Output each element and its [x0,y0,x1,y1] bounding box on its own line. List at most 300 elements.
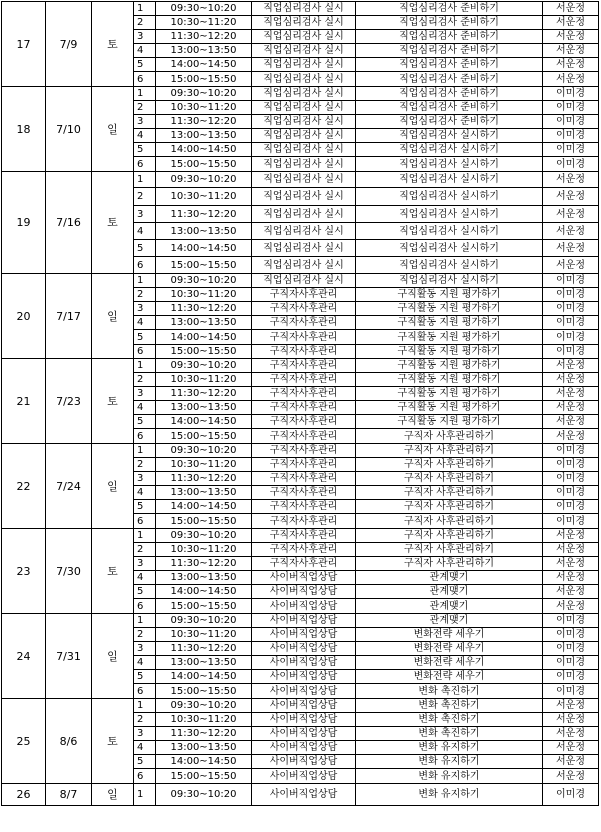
date-cell: 7/24 [46,444,92,529]
program-name: 구직자사후관리 [252,500,356,514]
time-slot: 14:00~14:50 [156,240,252,257]
time-slot: 15:00~15:50 [156,684,252,699]
program-name: 구직자사후관리 [252,444,356,458]
session-number: 4 [134,486,156,500]
time-slot: 09:30~10:20 [156,784,252,806]
session-number: 2 [134,458,156,472]
session-number: 1 [134,444,156,458]
activity-name: 관계맺기 [356,585,543,599]
time-slot: 13:00~13:50 [156,741,252,755]
time-slot: 09:30~10:20 [156,172,252,188]
staff-name: 이미경 [543,316,599,330]
time-slot: 13:00~13:50 [156,401,252,415]
staff-name: 이미경 [543,345,599,359]
session-row [2,529,599,543]
activity-name: 구직활동 지원 평가하기 [356,330,543,345]
staff-name: 이미경 [543,500,599,514]
activity-name: 구직활동 지원 평가하기 [356,345,543,359]
staff-name: 서운정 [543,543,599,557]
time-slot: 11:30~12:20 [156,642,252,656]
program-name: 직업심리검사 실시 [252,30,356,44]
session-number: 5 [134,415,156,429]
session-row [2,87,599,101]
activity-name: 구직자 사후관리하기 [356,444,543,458]
activity-name: 직업심리검사 준비하기 [356,2,543,16]
program-name: 구직자사후관리 [252,345,356,359]
date-cell: 7/23 [46,359,92,444]
session-number: 1 [134,87,156,101]
activity-name: 구직활동 지원 평가하기 [356,387,543,401]
time-slot: 11:30~12:20 [156,206,252,223]
time-slot: 15:00~15:50 [156,599,252,614]
time-slot: 15:00~15:50 [156,72,252,87]
time-slot: 11:30~12:20 [156,472,252,486]
program-name: 사이버직업상담 [252,755,356,769]
activity-name: 변화 유지하기 [356,755,543,769]
staff-name: 서운정 [543,529,599,543]
time-slot: 14:00~14:50 [156,143,252,157]
staff-name: 서운정 [543,72,599,87]
activity-name: 구직자 사후관리하기 [356,472,543,486]
program-name: 구직자사후관리 [252,302,356,316]
staff-name: 서운정 [543,206,599,223]
activity-name: 변화 촉진하기 [356,684,543,699]
activity-name: 직업심리검사 준비하기 [356,115,543,129]
program-name: 구직자사후관리 [252,359,356,373]
program-name: 구직자사후관리 [252,373,356,387]
program-name: 직업심리검사 실시 [252,87,356,101]
session-number: 4 [134,129,156,143]
staff-name: 서운정 [543,2,599,16]
week-number: 19 [2,172,46,274]
program-name: 사이버직업상담 [252,670,356,684]
activity-name: 직업심리검사 실시하기 [356,240,543,257]
program-name: 직업심리검사 실시 [252,223,356,240]
time-slot: 14:00~14:50 [156,670,252,684]
staff-name: 이미경 [543,514,599,529]
staff-name: 이미경 [543,288,599,302]
schedule-table [1,1,599,806]
staff-name: 서운정 [543,571,599,585]
program-name: 직업심리검사 실시 [252,115,356,129]
staff-name: 이미경 [543,614,599,628]
week-number: 18 [2,87,46,172]
weekday-cell: 토 [92,359,134,444]
program-name: 사이버직업상담 [252,769,356,784]
staff-name: 서운정 [543,741,599,755]
time-slot: 10:30~11:20 [156,713,252,727]
time-slot: 09:30~10:20 [156,529,252,543]
activity-name: 관계맺기 [356,614,543,628]
session-number: 1 [134,529,156,543]
time-slot: 13:00~13:50 [156,571,252,585]
time-slot: 10:30~11:20 [156,628,252,642]
date-cell: 7/16 [46,172,92,274]
program-name: 사이버직업상담 [252,699,356,713]
staff-name: 서운정 [543,699,599,713]
activity-name: 직업심리검사 실시하기 [356,172,543,188]
activity-name: 변화 촉진하기 [356,727,543,741]
staff-name: 서운정 [543,16,599,30]
program-name: 사이버직업상담 [252,571,356,585]
activity-name: 변화 유지하기 [356,784,543,806]
date-cell: 8/6 [46,699,92,784]
session-number: 6 [134,684,156,699]
session-row [2,444,599,458]
time-slot: 09:30~10:20 [156,699,252,713]
time-slot: 09:30~10:20 [156,274,252,288]
program-name: 사이버직업상담 [252,614,356,628]
staff-name: 이미경 [543,642,599,656]
session-number: 6 [134,257,156,274]
session-number: 1 [134,359,156,373]
staff-name: 서운정 [543,359,599,373]
program-name: 구직자사후관리 [252,458,356,472]
time-slot: 14:00~14:50 [156,415,252,429]
program-name: 직업심리검사 실시 [252,129,356,143]
session-number: 3 [134,472,156,486]
session-number: 5 [134,143,156,157]
activity-name: 변화 유지하기 [356,741,543,755]
activity-name: 구직자 사후관리하기 [356,429,543,444]
session-number: 4 [134,44,156,58]
program-name: 구직자사후관리 [252,288,356,302]
time-slot: 15:00~15:50 [156,345,252,359]
time-slot: 13:00~13:50 [156,223,252,240]
staff-name: 서운정 [543,755,599,769]
staff-name: 이미경 [543,330,599,345]
activity-name: 구직활동 지원 평가하기 [356,359,543,373]
activity-name: 직업심리검사 준비하기 [356,72,543,87]
time-slot: 10:30~11:20 [156,373,252,387]
weekday-cell: 토 [92,529,134,614]
staff-name: 이미경 [543,87,599,101]
activity-name: 변화 촉진하기 [356,699,543,713]
weekday-cell: 일 [92,614,134,699]
staff-name: 서운정 [543,599,599,614]
activity-name: 변화전략 세우기 [356,628,543,642]
program-name: 구직자사후관리 [252,330,356,345]
activity-name: 구직활동 지원 평가하기 [356,415,543,429]
staff-name: 서운정 [543,713,599,727]
session-number: 4 [134,741,156,755]
staff-name: 이미경 [543,274,599,288]
staff-name: 이미경 [543,656,599,670]
session-number: 1 [134,172,156,188]
time-slot: 14:00~14:50 [156,330,252,345]
session-number: 5 [134,58,156,72]
session-number: 6 [134,429,156,444]
weekday-cell: 일 [92,87,134,172]
staff-name: 서운정 [543,769,599,784]
staff-name: 서운정 [543,415,599,429]
activity-name: 직업심리검사 준비하기 [356,58,543,72]
program-name: 직업심리검사 실시 [252,240,356,257]
session-row [2,2,599,16]
program-name: 구직자사후관리 [252,486,356,500]
schedule-body [2,2,599,806]
session-number: 5 [134,585,156,599]
activity-name: 구직활동 지원 평가하기 [356,373,543,387]
activity-name: 관계맺기 [356,571,543,585]
activity-name: 직업심리검사 실시하기 [356,274,543,288]
program-name: 직업심리검사 실시 [252,274,356,288]
session-row [2,699,599,713]
session-number: 3 [134,30,156,44]
activity-name: 직업심리검사 준비하기 [356,101,543,115]
week-number: 26 [2,784,46,806]
time-slot: 09:30~10:20 [156,87,252,101]
program-name: 사이버직업상담 [252,713,356,727]
program-name: 사이버직업상담 [252,599,356,614]
activity-name: 직업심리검사 실시하기 [356,143,543,157]
program-name: 사이버직업상담 [252,727,356,741]
program-name: 사이버직업상담 [252,656,356,670]
activity-name: 직업심리검사 준비하기 [356,87,543,101]
time-slot: 15:00~15:50 [156,429,252,444]
program-name: 사이버직업상담 [252,628,356,642]
time-slot: 10:30~11:20 [156,288,252,302]
program-name: 직업심리검사 실시 [252,157,356,172]
program-name: 직업심리검사 실시 [252,58,356,72]
date-cell: 7/10 [46,87,92,172]
activity-name: 직업심리검사 실시하기 [356,257,543,274]
week-number: 23 [2,529,46,614]
program-name: 직업심리검사 실시 [252,2,356,16]
session-number: 6 [134,72,156,87]
time-slot: 10:30~11:20 [156,188,252,206]
time-slot: 15:00~15:50 [156,257,252,274]
session-number: 3 [134,206,156,223]
week-number: 21 [2,359,46,444]
activity-name: 직업심리검사 준비하기 [356,30,543,44]
activity-name: 구직자 사후관리하기 [356,500,543,514]
activity-name: 구직자 사후관리하기 [356,529,543,543]
program-name: 직업심리검사 실시 [252,206,356,223]
time-slot: 10:30~11:20 [156,16,252,30]
program-name: 구직자사후관리 [252,401,356,415]
program-name: 직업심리검사 실시 [252,188,356,206]
session-number: 2 [134,713,156,727]
staff-name: 이미경 [543,472,599,486]
staff-name: 서운정 [543,727,599,741]
staff-name: 서운정 [543,223,599,240]
program-name: 직업심리검사 실시 [252,143,356,157]
session-number: 4 [134,571,156,585]
activity-name: 직업심리검사 준비하기 [356,44,543,58]
staff-name: 서운정 [543,257,599,274]
time-slot: 09:30~10:20 [156,614,252,628]
session-number: 6 [134,769,156,784]
staff-name: 이미경 [543,444,599,458]
activity-name: 직업심리검사 실시하기 [356,206,543,223]
staff-name: 이미경 [543,115,599,129]
program-name: 구직자사후관리 [252,514,356,529]
session-number: 1 [134,2,156,16]
program-name: 구직자사후관리 [252,543,356,557]
program-name: 구직자사후관리 [252,557,356,571]
staff-name: 서운정 [543,188,599,206]
staff-name: 이미경 [543,486,599,500]
staff-name: 이미경 [543,784,599,806]
date-cell: 7/31 [46,614,92,699]
activity-name: 변화전략 세우기 [356,670,543,684]
activity-name: 구직자 사후관리하기 [356,557,543,571]
session-number: 6 [134,345,156,359]
session-row [2,274,599,288]
session-number: 2 [134,543,156,557]
session-number: 5 [134,500,156,514]
program-name: 구직자사후관리 [252,415,356,429]
program-name: 직업심리검사 실시 [252,44,356,58]
staff-name: 서운정 [543,429,599,444]
session-number: 2 [134,16,156,30]
activity-name: 구직활동 지원 평가하기 [356,288,543,302]
session-row [2,784,599,806]
staff-name: 서운정 [543,585,599,599]
time-slot: 13:00~13:50 [156,316,252,330]
activity-name: 구직자 사후관리하기 [356,514,543,529]
time-slot: 15:00~15:50 [156,514,252,529]
week-number: 25 [2,699,46,784]
date-cell: 8/7 [46,784,92,806]
session-number: 3 [134,727,156,741]
session-number: 5 [134,670,156,684]
program-name: 구직자사후관리 [252,529,356,543]
session-number: 6 [134,599,156,614]
session-number: 1 [134,614,156,628]
activity-name: 직업심리검사 실시하기 [356,129,543,143]
time-slot: 11:30~12:20 [156,387,252,401]
activity-name: 구직자 사후관리하기 [356,458,543,472]
session-number: 4 [134,656,156,670]
session-number: 5 [134,240,156,257]
date-cell: 7/30 [46,529,92,614]
date-cell: 7/9 [46,2,92,87]
session-row [2,614,599,628]
staff-name: 이미경 [543,129,599,143]
weekday-cell: 일 [92,274,134,359]
time-slot: 11:30~12:20 [156,557,252,571]
program-name: 구직자사후관리 [252,387,356,401]
time-slot: 09:30~10:20 [156,2,252,16]
session-number: 2 [134,101,156,115]
week-number: 24 [2,614,46,699]
session-number: 2 [134,373,156,387]
weekday-cell: 일 [92,444,134,529]
date-cell: 7/17 [46,274,92,359]
week-number: 20 [2,274,46,359]
activity-name: 구직활동 지원 평가하기 [356,302,543,316]
session-number: 1 [134,784,156,806]
activity-name: 변화 촉진하기 [356,713,543,727]
time-slot: 11:30~12:20 [156,30,252,44]
time-slot: 09:30~10:20 [156,444,252,458]
activity-name: 변화전략 세우기 [356,656,543,670]
session-number: 4 [134,223,156,240]
staff-name: 이미경 [543,302,599,316]
time-slot: 10:30~11:20 [156,543,252,557]
time-slot: 14:00~14:50 [156,585,252,599]
activity-name: 구직자 사후관리하기 [356,486,543,500]
time-slot: 11:30~12:20 [156,727,252,741]
session-number: 2 [134,188,156,206]
program-name: 사이버직업상담 [252,784,356,806]
session-number: 6 [134,514,156,529]
time-slot: 10:30~11:20 [156,458,252,472]
session-number: 3 [134,642,156,656]
staff-name: 이미경 [543,628,599,642]
program-name: 직업심리검사 실시 [252,72,356,87]
staff-name: 이미경 [543,143,599,157]
staff-name: 서운정 [543,557,599,571]
activity-name: 구직자 사후관리하기 [356,543,543,557]
activity-name: 직업심리검사 준비하기 [356,16,543,30]
staff-name: 서운정 [543,30,599,44]
program-name: 사이버직업상담 [252,585,356,599]
time-slot: 13:00~13:50 [156,656,252,670]
session-number: 3 [134,557,156,571]
program-name: 사이버직업상담 [252,684,356,699]
time-slot: 11:30~12:20 [156,115,252,129]
staff-name: 서운정 [543,172,599,188]
staff-name: 서운정 [543,401,599,415]
session-number: 1 [134,274,156,288]
session-number: 6 [134,157,156,172]
time-slot: 14:00~14:50 [156,500,252,514]
session-row [2,172,599,188]
program-name: 직업심리검사 실시 [252,257,356,274]
session-number: 3 [134,387,156,401]
staff-name: 이미경 [543,458,599,472]
session-number: 2 [134,288,156,302]
activity-name: 구직활동 지원 평가하기 [356,401,543,415]
time-slot: 13:00~13:50 [156,486,252,500]
staff-name: 서운정 [543,44,599,58]
staff-name: 서운정 [543,387,599,401]
week-number: 17 [2,2,46,87]
session-number: 4 [134,316,156,330]
session-number: 1 [134,699,156,713]
program-name: 구직자사후관리 [252,316,356,330]
session-number: 5 [134,755,156,769]
time-slot: 14:00~14:50 [156,755,252,769]
session-number: 3 [134,302,156,316]
program-name: 사이버직업상담 [252,741,356,755]
staff-name: 서운정 [543,58,599,72]
activity-name: 변화전략 세우기 [356,642,543,656]
program-name: 직업심리검사 실시 [252,172,356,188]
activity-name: 변화 유지하기 [356,769,543,784]
time-slot: 13:00~13:50 [156,129,252,143]
activity-name: 관계맺기 [356,599,543,614]
staff-name: 이미경 [543,670,599,684]
activity-name: 구직활동 지원 평가하기 [356,316,543,330]
staff-name: 이미경 [543,684,599,699]
time-slot: 10:30~11:20 [156,101,252,115]
program-name: 직업심리검사 실시 [252,101,356,115]
program-name: 직업심리검사 실시 [252,16,356,30]
time-slot: 14:00~14:50 [156,58,252,72]
staff-name: 서운정 [543,240,599,257]
time-slot: 15:00~15:50 [156,157,252,172]
time-slot: 15:00~15:50 [156,769,252,784]
program-name: 구직자사후관리 [252,472,356,486]
activity-name: 직업심리검사 실시하기 [356,223,543,240]
session-number: 4 [134,401,156,415]
time-slot: 11:30~12:20 [156,302,252,316]
program-name: 구직자사후관리 [252,429,356,444]
